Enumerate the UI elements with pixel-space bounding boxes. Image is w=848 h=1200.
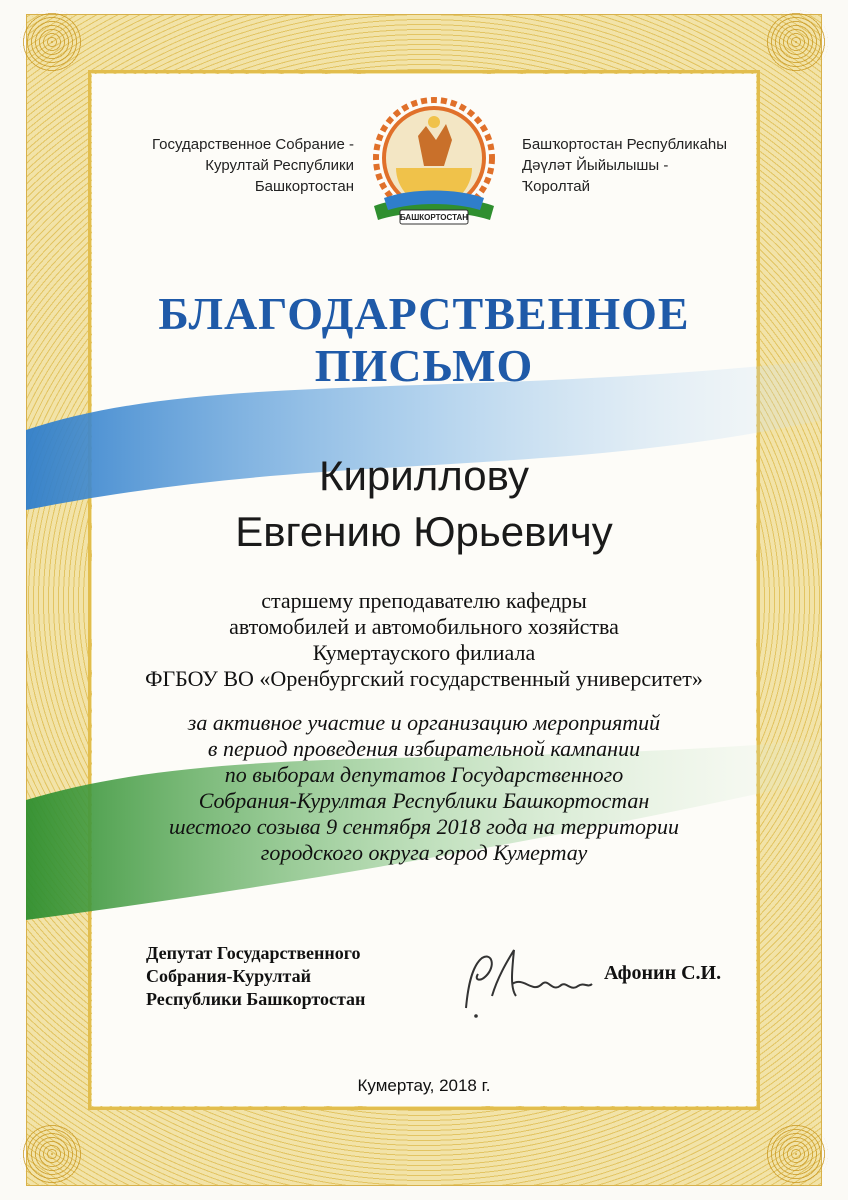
title-line: ПИСЬМО: [314, 340, 534, 391]
title-line: БЛАГОДАРСТВЕННОЕ: [158, 288, 690, 339]
header-left-line: Башкортостан: [254, 178, 354, 195]
reason-line: в период проведения избирательной кампании: [207, 736, 641, 761]
recipient-line: Кириллову: [319, 452, 529, 499]
emblem-ribbon-text: БАШКОРТОСТАН: [399, 213, 469, 222]
document-title: [100, 288, 748, 392]
handwritten-signature: [452, 936, 602, 1026]
corner-rosette-bottom-left: [20, 1122, 84, 1186]
recipient-position: [100, 588, 748, 692]
header-left-line: Государственное Собрание -: [152, 136, 354, 153]
position-line: Кумертауского филиала: [312, 640, 536, 665]
header-right-line: Дәүләт Йыйылышы -: [522, 157, 669, 174]
header-left-line: Курултай Республики: [205, 157, 354, 174]
reason-line: по выборам депутатов Государственного: [224, 762, 624, 787]
corner-rosette-top-left: [20, 10, 84, 74]
position-line: старшему преподавателю кафедры: [261, 588, 587, 613]
header-right-line: Ҡоролтай: [522, 178, 590, 195]
position-line: ФГБОУ ВО «Оренбургский государственный университет»: [145, 666, 703, 691]
position-line: автомобилей и автомобильного хозяйства: [229, 614, 619, 639]
gratitude-reason: [100, 710, 748, 866]
reason-line: городского округа город Кумертау: [260, 840, 588, 865]
signatory-title-line: Собрания-Курултай: [146, 966, 311, 986]
reason-line: Собрания-Курултая Республики Башкортостан: [198, 788, 650, 813]
reason-line: за активное участие и организацию мероприятий: [187, 710, 661, 735]
signatory-title-line: Депутат Государственного: [146, 943, 361, 963]
recipient-name: [100, 448, 748, 560]
signer-name: Афонин С.И.: [604, 962, 722, 984]
bashkortostan-emblem-icon: [366, 96, 502, 242]
header-left-text: [104, 134, 354, 197]
signatory-title: [146, 942, 446, 1011]
reason-line: шестого созыва 9 сентября 2018 года на территории: [168, 814, 680, 839]
header-right-text: [522, 134, 772, 197]
recipient-line: Евгению Юрьевичу: [235, 508, 613, 555]
header-right-line: Башҡортостан Республикаһы: [522, 136, 728, 153]
corner-rosette-top-right: [764, 10, 828, 74]
corner-rosette-bottom-right: [764, 1122, 828, 1186]
place-and-date: Кумертау, 2018 г.: [357, 1076, 491, 1095]
signatory-title-line: Республики Башкортостан: [146, 989, 366, 1009]
